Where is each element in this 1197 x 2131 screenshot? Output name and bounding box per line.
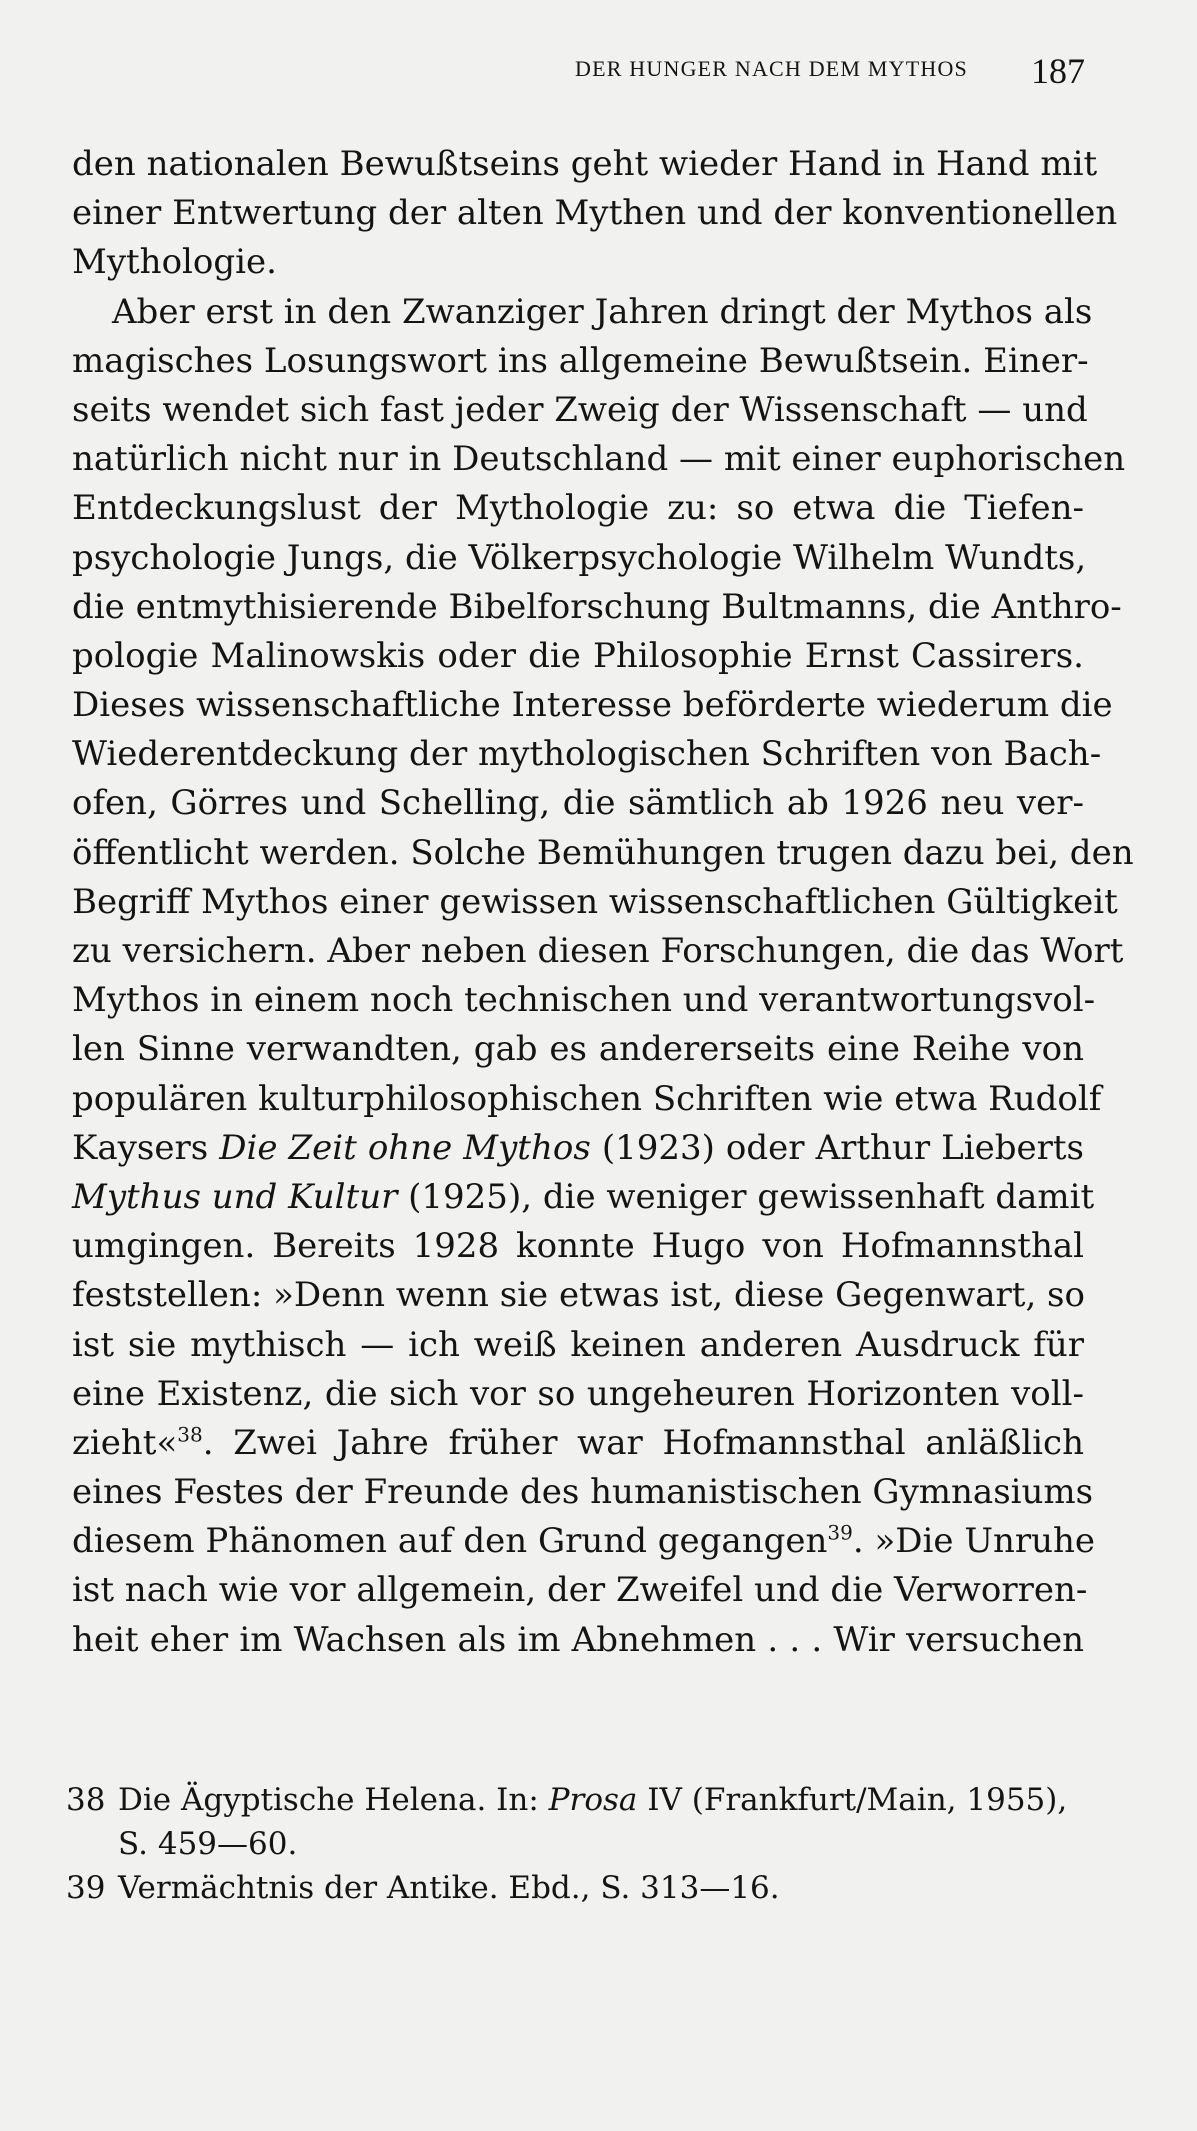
text-line: len Sinne verwandten, gab es andererseits eine Reihe von	[72, 1029, 1084, 1070]
text-line: Wiederentdeckung der mythologischen Schriften von Bach-	[72, 734, 1102, 775]
text-line	[72, 1517, 1096, 1566]
text-line	[72, 1173, 1095, 1222]
book-title: Mythus und Kultur	[72, 1176, 398, 1217]
running-title: DER HUNGER NACH DEM MYTHOS	[575, 56, 968, 81]
footnote-book-title: Prosa	[548, 1782, 638, 1818]
text-segment: . Zwei Jahre früher war Hofmannsthal anläßlich	[202, 1422, 1084, 1463]
text-line: Aber erst in den Zwanziger Jahren dringt der Mythos als	[112, 291, 1093, 332]
footnote-number: 39	[66, 1870, 106, 1906]
text-line: Mythos in einem noch technischen und verantwortungsvol-	[72, 980, 1096, 1021]
text-line: feststellen: »Denn wenn sie etwas ist, diese Gegenwart, so	[72, 1275, 1085, 1316]
text-line: seits wendet sich fast jeder Zweig der Wissenschaft — und	[72, 389, 1088, 430]
text-line: die entmythisierende Bibelforschung Bultmanns, die Anthro-	[72, 586, 1122, 627]
footnote-ref[interactable]: 38	[177, 1422, 203, 1447]
text-line	[72, 1419, 1084, 1468]
text-line: Mythologie.	[72, 242, 277, 283]
text-segment: . »Die Unruhe	[852, 1521, 1096, 1562]
footnotes	[66, 1778, 1086, 1910]
footnote-38-continuation: S. 459—60.	[118, 1826, 298, 1862]
footnote-39	[66, 1866, 1086, 1910]
footnote-text: Die Ägyptische Helena. In:	[118, 1782, 549, 1818]
text-line: eine Existenz, die sich vor so ungeheuren Horizonten voll-	[72, 1373, 1084, 1414]
text-line: zu versichern. Aber neben diesen Forschungen, die das Wort	[72, 931, 1124, 971]
footnote-text: Vermächtnis der Antike. Ebd., S. 313—16.	[118, 1870, 780, 1906]
book-title: Die Zeit ohne Mythos	[219, 1127, 591, 1168]
text-line: ofen, Görres und Schelling, die sämtlich ab 1926 neu ver-	[72, 783, 1084, 824]
body-text	[72, 140, 1134, 1665]
text-line: pologie Malinowskis oder die Philosophie Ernst Cassirers.	[72, 635, 1084, 676]
text-line: psychologie Jungs, die Völkerpsychologie Wilhelm Wundts,	[72, 537, 1087, 578]
text-line: ist sie mythisch — ich weiß keinen anderen Ausdruck für	[72, 1324, 1084, 1365]
text-line: öffentlicht werden. Solche Bemühungen trugen dazu bei, den	[72, 832, 1134, 873]
footnote-text: IV (Frankfurt/Main, 1955),	[637, 1782, 1068, 1818]
text-line: magisches Losungswort ins allgemeine Bewußtsein. Einer-	[72, 340, 1089, 381]
text-line: eines Festes der Freunde des humanistischen Gymnasiums	[72, 1472, 1094, 1513]
text-line: Dieses wissenschaftliche Interesse beförderte wiederum die	[72, 685, 1113, 726]
text-segment: (1923) oder Arthur Lieberts	[590, 1127, 1084, 1168]
footnote-number: 38	[66, 1782, 106, 1818]
text-line: Begriff Mythos einer gewissen wissenschaftlichen Gültigkeit	[72, 881, 1118, 922]
text-line: umgingen. Bereits 1928 konnte Hugo von Hofmannsthal	[72, 1226, 1084, 1267]
text-segment: zieht«	[72, 1422, 178, 1463]
text-line	[72, 1124, 1084, 1173]
text-segment: diesem Phänomen auf den Grund gegangen	[72, 1521, 828, 1562]
text-line: ist nach wie vor allgemein, der Zweifel und die Verworren-	[72, 1570, 1088, 1611]
text-line: den nationalen Bewußtseins geht wieder Hand in Hand mit	[72, 144, 1098, 184]
text-line: Entdeckungslust der Mythologie zu: so etwa die Tiefen-	[72, 488, 1084, 529]
text-segment: (1925), die weniger gewissenhaft damit	[397, 1176, 1095, 1217]
text-segment: Kaysers	[72, 1127, 220, 1168]
text-line: natürlich nicht nur in Deutschland — mit einer euphorischen	[72, 439, 1126, 480]
footnote-38	[66, 1778, 1086, 1822]
text-line: heit eher im Wachsen als im Abnehmen . . . Wir versuchen	[72, 1619, 1084, 1660]
footnote-ref[interactable]: 39	[827, 1520, 853, 1545]
text-line: einer Entwertung der alten Mythen und der konventionellen	[72, 193, 1118, 234]
text-line: populären kulturphilosophischen Schriften wie etwa Rudolf	[72, 1078, 1102, 1119]
page-number: 187	[1031, 51, 1085, 91]
